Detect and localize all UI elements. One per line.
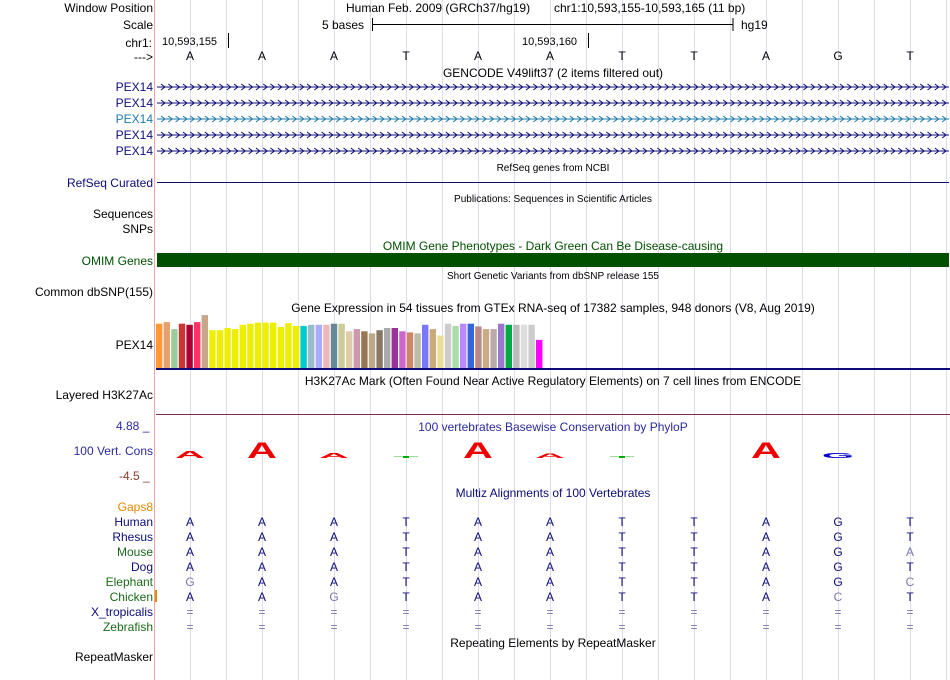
multiz-base: T <box>906 560 914 574</box>
dbsnp-title: Short Genetic Variants from dbSNP release 155 <box>447 271 659 282</box>
multiz-base: A <box>473 560 482 574</box>
multiz-base: G <box>833 530 843 544</box>
phylop-glyph[interactable]: A <box>319 451 349 460</box>
multiz-base: = <box>834 620 842 634</box>
label-refseq[interactable]: RefSeq Curated <box>66 176 153 190</box>
multiz-base: A <box>473 515 482 529</box>
label-dbsnp[interactable]: Common dbSNP(155) <box>34 285 153 299</box>
sequence-base: T <box>618 49 626 63</box>
gtex-tissue-bar[interactable] <box>430 329 436 368</box>
label-rmsk[interactable]: RepeatMasker <box>74 650 153 664</box>
gtex-tissue-bar[interactable] <box>399 331 405 368</box>
multiz-base: = <box>330 605 338 619</box>
multiz-base: = <box>546 605 554 619</box>
multiz-base: G <box>833 545 843 559</box>
multiz-base: = <box>474 605 482 619</box>
scale-db: hg19 <box>741 18 768 32</box>
multiz-base: A <box>257 530 266 544</box>
multiz-base: = <box>258 605 266 619</box>
multiz-base: G <box>833 515 843 529</box>
multiz-base: = <box>762 605 770 619</box>
sequence-base: A <box>473 49 482 63</box>
gencode-title: GENCODE V49lift37 (2 items filtered out) <box>442 66 664 80</box>
gtex-tissue-bar[interactable] <box>483 329 489 368</box>
multiz-base: A <box>185 560 194 574</box>
gtex-tissue-bar[interactable] <box>247 324 253 368</box>
sequence-base: A <box>329 49 338 63</box>
multiz-base: T <box>618 575 626 589</box>
multiz-base: A <box>473 590 482 604</box>
multiz-base: = <box>906 605 914 619</box>
gtex-tissue-bar[interactable] <box>194 322 200 368</box>
scale-bar <box>372 17 734 33</box>
gtex-baseline <box>156 368 950 370</box>
multiz-species-label[interactable]: Chicken <box>109 590 153 604</box>
multiz-base: T <box>402 545 410 559</box>
gencode-gene-label[interactable]: PEX14 <box>115 80 153 94</box>
gtex-tissue-bar[interactable] <box>452 326 458 368</box>
gtex-tissue-bar[interactable] <box>262 323 268 368</box>
gencode-gene-label[interactable]: PEX14 <box>115 96 153 110</box>
multiz-base: A <box>761 590 770 604</box>
multiz-base: G <box>833 575 843 589</box>
omim-bar[interactable] <box>157 253 949 267</box>
gtex-tissue-bar[interactable] <box>498 324 504 368</box>
gtex-tissue-bar[interactable] <box>255 323 261 368</box>
refseq-title: RefSeq genes from NCBI <box>496 163 610 174</box>
sequence-base: A <box>545 49 554 63</box>
gtex-tissue-bar[interactable] <box>338 324 344 368</box>
multiz-base: = <box>618 620 626 634</box>
pubs-title: Publications: Sequences in Scientific Articles <box>454 194 652 205</box>
rmsk-title: Repeating Elements by RepeatMasker <box>450 636 656 650</box>
label-snps[interactable]: SNPs <box>122 222 153 236</box>
sequence-base: G <box>833 49 843 63</box>
coord-tick-mid <box>588 33 589 48</box>
multiz-base: = <box>906 620 914 634</box>
multiz-base: G <box>833 560 843 574</box>
phylop-max: 4.88 _ <box>116 419 150 433</box>
multiz-base: A <box>761 530 770 544</box>
phylop-logo[interactable] <box>156 438 950 464</box>
gtex-tissue-bar[interactable] <box>513 325 519 368</box>
multiz-base: A <box>761 575 770 589</box>
gtex-tissue-bar[interactable] <box>521 325 527 368</box>
gtex-tissue-bar[interactable] <box>240 325 246 368</box>
sequence-base: A <box>185 49 194 63</box>
position-readout: chr1:10,593,155-10,593,165 (11 bp) <box>554 1 746 15</box>
multiz-base: A <box>185 530 194 544</box>
gencode-gene-feature[interactable] <box>157 146 949 156</box>
multiz-base: C <box>833 590 843 604</box>
label-window-position[interactable]: Window Position <box>64 1 153 15</box>
multiz-base: A <box>761 545 770 559</box>
multiz-species-label[interactable]: X_tropicalis <box>90 605 153 619</box>
gtex-tissue-bar[interactable] <box>376 330 382 368</box>
gtex-tissue-bar[interactable] <box>232 329 238 368</box>
label-phylop[interactable]: 100 Vert. Cons <box>73 444 153 458</box>
multiz-base: T <box>618 545 626 559</box>
multiz-base: T <box>906 590 914 604</box>
multiz-base: T <box>402 575 410 589</box>
multiz-base: A <box>257 590 266 604</box>
multiz-base: A <box>473 545 482 559</box>
gtex-tissue-bar[interactable] <box>278 327 284 368</box>
multiz-base: = <box>258 620 266 634</box>
label-sequences[interactable]: Sequences <box>92 207 153 221</box>
gtex-tissue-bar[interactable] <box>171 329 177 368</box>
multiz-base: A <box>257 575 266 589</box>
multiz-base: T <box>402 530 410 544</box>
gtex-tissue-bar[interactable] <box>224 328 230 368</box>
gencode-gene-feature[interactable] <box>157 82 949 92</box>
multiz-base: A <box>761 515 770 529</box>
multiz-base: T <box>690 575 698 589</box>
multiz-base: = <box>690 620 698 634</box>
gtex-tissue-bar[interactable] <box>369 333 375 368</box>
gencode-gene-feature[interactable] <box>157 98 949 108</box>
coord-tick-left <box>228 33 229 48</box>
gencode-gene-label[interactable]: PEX14 <box>115 128 153 142</box>
multiz-species-label[interactable]: Zebrafish <box>102 620 153 634</box>
gtex-tissue-bar[interactable] <box>460 324 466 368</box>
multiz-base: = <box>186 620 194 634</box>
multiz-base: A <box>545 575 554 589</box>
multiz-base: = <box>186 605 194 619</box>
multiz-base: G <box>185 575 195 589</box>
multiz-base: A <box>185 515 194 529</box>
refseq-gene-line[interactable] <box>157 182 949 183</box>
multiz-base: T <box>906 515 914 529</box>
multiz-base: T <box>690 530 698 544</box>
omim-title: OMIM Gene Phenotypes - Dark Green Can Be Disease-causing <box>382 239 724 253</box>
multiz-base: A <box>329 560 338 574</box>
multiz-base: A <box>545 515 554 529</box>
multiz-base: T <box>690 590 698 604</box>
multiz-base: A <box>257 515 266 529</box>
gtex-tissue-bar[interactable] <box>407 332 413 368</box>
gtex-tissue-bar[interactable] <box>323 325 329 368</box>
gtex-tissue-bar[interactable] <box>300 326 306 368</box>
gtex-tissue-bar[interactable] <box>536 340 542 368</box>
gtex-tissue-bar[interactable] <box>270 323 276 368</box>
gtex-tissue-bar[interactable] <box>308 325 314 368</box>
gtex-tissue-bar[interactable] <box>209 330 215 368</box>
multiz-base: T <box>618 560 626 574</box>
multiz-base: A <box>257 545 266 559</box>
gencode-gene-label[interactable]: PEX14 <box>115 112 153 126</box>
multiz-base: T <box>690 515 698 529</box>
gtex-tissue-bar[interactable] <box>179 324 185 368</box>
phylop-glyph[interactable]: A <box>247 438 277 464</box>
multiz-base: = <box>690 605 698 619</box>
multiz-base: A <box>329 515 338 529</box>
gencode-gene-label[interactable]: PEX14 <box>115 144 153 158</box>
label-chr[interactable]: chr1: <box>125 36 152 50</box>
multiz-base: = <box>402 620 410 634</box>
multiz-base: T <box>402 560 410 574</box>
gtex-tissue-bar[interactable] <box>361 331 367 368</box>
gtex-tissue-bar[interactable] <box>437 336 443 368</box>
multiz-title: Multiz Alignments of 100 Vertebrates <box>455 486 651 500</box>
assembly-name: Human Feb. 2009 (GRCh37/hg19) <box>346 1 531 15</box>
multiz-base: A <box>545 590 554 604</box>
phylop-glyph[interactable]: G <box>821 451 855 460</box>
h3k27ac-title: H3K27Ac Mark (Often Found Near Active Regulatory Elements) on 7 cell lines from ENCODE <box>304 374 802 388</box>
multiz-base: A <box>761 560 770 574</box>
multiz-base: = <box>762 620 770 634</box>
phylop-glyph[interactable]: T <box>393 455 419 459</box>
multiz-base: = <box>330 620 338 634</box>
gtex-tissue-bar[interactable] <box>186 325 192 368</box>
multiz-base: A <box>329 545 338 559</box>
gtex-tissue-bar[interactable] <box>422 325 428 368</box>
label-h3k27ac[interactable]: Layered H3K27Ac <box>55 388 153 402</box>
multiz-base: A <box>329 530 338 544</box>
phylop-glyph[interactable]: A <box>463 438 493 464</box>
multiz-base: T <box>402 590 410 604</box>
multiz-base: A <box>329 575 338 589</box>
gtex-tissue-bar[interactable] <box>528 325 534 368</box>
scale-text: 5 bases <box>322 18 365 32</box>
gtex-tissue-bar[interactable] <box>331 324 337 368</box>
gtex-tissue-bar[interactable] <box>316 325 322 368</box>
h3k27ac-baseline <box>156 414 950 415</box>
multiz-species-label[interactable]: Elephant <box>105 575 153 589</box>
multiz-base: T <box>402 515 410 529</box>
gtex-tissue-bar[interactable] <box>164 322 170 368</box>
gtex-tissue-bar[interactable] <box>217 330 223 368</box>
multiz-base: T <box>906 530 914 544</box>
coord-left: 10,593,155 <box>162 36 218 48</box>
phylop-glyph[interactable]: T <box>609 455 635 459</box>
multiz-base: A <box>185 545 194 559</box>
multiz-base: A <box>545 530 554 544</box>
multiz-base: A <box>257 560 266 574</box>
multiz-base: = <box>402 605 410 619</box>
multiz-base: = <box>834 605 842 619</box>
chicken-gap-marker <box>155 590 157 602</box>
sequence-base: T <box>402 49 410 63</box>
gtex-tissue-bar[interactable] <box>445 324 451 368</box>
gtex-tissue-bar[interactable] <box>475 326 481 368</box>
multiz-base: A <box>905 545 914 559</box>
multiz-species-label[interactable]: Dog <box>130 560 153 574</box>
gtex-tissue-bar[interactable] <box>202 315 208 368</box>
multiz-base: C <box>905 575 915 589</box>
gtex-title: Gene Expression in 54 tissues from GTEx RNA-seq of 17382 samples, 948 donors (V8, Aug 2019) <box>291 301 815 315</box>
multiz-species-label[interactable]: Rhesus <box>112 530 153 544</box>
gtex-tissue-bar[interactable] <box>293 326 299 368</box>
gtex-tissue-bar[interactable] <box>468 324 474 368</box>
multiz-base: A <box>545 560 554 574</box>
multiz-base: A <box>473 530 482 544</box>
gtex-tissue-bar[interactable] <box>506 325 512 368</box>
sequence-base: T <box>906 49 914 63</box>
label-omim[interactable]: OMIM Genes <box>81 254 153 268</box>
multiz-base: T <box>690 545 698 559</box>
phylop-title: 100 vertebrates Basewise Conservation by PhyloP <box>418 420 688 434</box>
phylop-glyph[interactable]: A <box>535 452 565 460</box>
phylop-glyph[interactable]: A <box>175 449 205 461</box>
phylop-glyph[interactable]: A <box>751 438 781 464</box>
gtex-tissue-bar[interactable] <box>384 328 390 368</box>
sequence-base: A <box>761 49 770 63</box>
label-gaps[interactable]: Gaps8 <box>117 500 153 514</box>
gtex-tissue-bar[interactable] <box>285 323 291 368</box>
multiz-base: T <box>618 590 626 604</box>
gtex-tissue-bar[interactable] <box>392 328 398 368</box>
sequence-base: A <box>257 49 266 63</box>
gtex-tissue-bar[interactable] <box>354 329 360 368</box>
phylop-min: -4.5 _ <box>119 469 150 483</box>
gtex-bar-chart[interactable] <box>155 314 555 370</box>
gtex-tissue-bar[interactable] <box>414 333 420 368</box>
multiz-base: T <box>618 515 626 529</box>
gtex-tissue-bar[interactable] <box>346 331 352 368</box>
gencode-gene-feature[interactable] <box>157 130 949 140</box>
multiz-base: T <box>690 560 698 574</box>
coord-mid: 10,593,160 <box>522 36 578 48</box>
gencode-gene-feature[interactable] <box>157 114 949 124</box>
multiz-base: A <box>473 575 482 589</box>
sequence-base: T <box>690 49 698 63</box>
multiz-species-label[interactable]: Mouse <box>116 545 153 559</box>
multiz-base: = <box>618 605 626 619</box>
multiz-base: G <box>329 590 339 604</box>
multiz-species-label[interactable]: Human <box>114 515 153 529</box>
multiz-base: = <box>546 620 554 634</box>
multiz-base: T <box>618 530 626 544</box>
gtex-tissue-bar[interactable] <box>490 329 496 368</box>
multiz-base: = <box>474 620 482 634</box>
label-scale[interactable]: Scale <box>122 18 153 32</box>
label-strand[interactable]: ---> <box>134 50 153 64</box>
gtex-tissue-bar[interactable] <box>156 324 162 368</box>
multiz-base: A <box>545 545 554 559</box>
label-gtex[interactable]: PEX14 <box>115 338 153 352</box>
multiz-base: A <box>185 590 194 604</box>
